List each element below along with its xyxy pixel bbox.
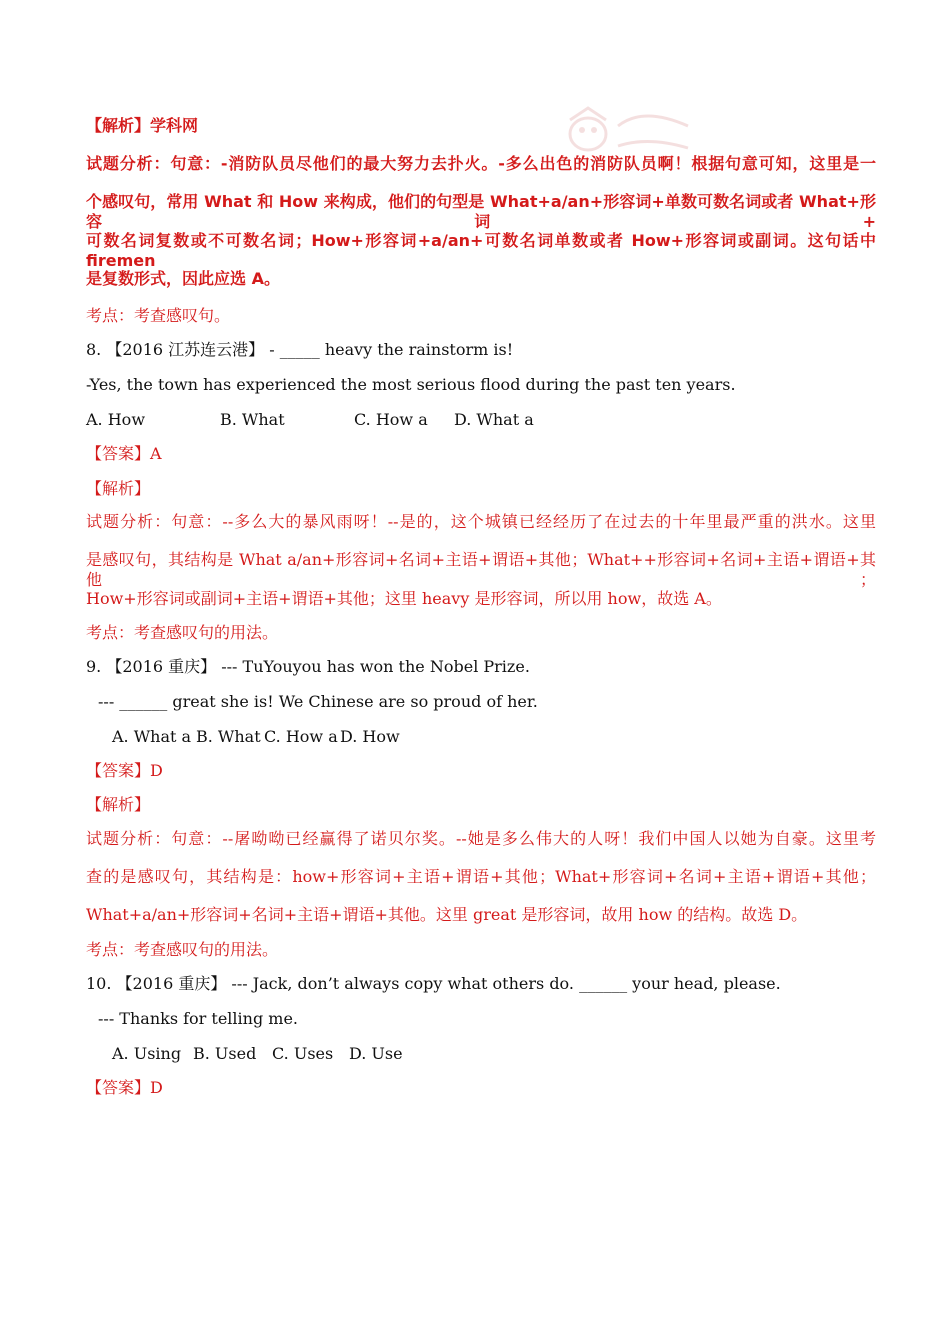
question-9-options (112, 727, 902, 747)
option-a: A. Using (112, 1044, 182, 1063)
option-b: B. Used (193, 1044, 257, 1063)
analysis-line: 可数名词复数或不可数名词；How+形容词+a/an+可数名词单数或者 How+形容词或副词。这句话中 firemen (86, 231, 876, 270)
question-10-reply: --- Thanks for telling me. (98, 1009, 299, 1028)
option-d: D. How (340, 727, 400, 746)
analysis-label: 【解析】学科网 (86, 116, 199, 135)
option-b: B. What (196, 727, 261, 746)
analysis-label: 【解析】 (86, 479, 151, 498)
question-10-options (112, 1044, 902, 1064)
analysis-line: How+形容词或副词+主语+谓语+其他；这里 heavy 是形容词，所以用 how，故选 A。 (86, 589, 722, 608)
kaodian-note: 考点：考查感叹句的用法。 (86, 623, 279, 642)
analysis-line: 是复数形式，因此应选 A。 (86, 269, 280, 288)
option-d: D. Use (349, 1044, 403, 1063)
analysis-label: 【解析】 (86, 795, 151, 814)
option-c: C. How a (354, 410, 428, 429)
analysis-line: 查的是感叹句，其结构是：how+形容词+主语+谓语+其他；What+形容词+名词+主语+谓语+其他； (86, 867, 876, 886)
option-b: B. What (220, 410, 285, 429)
analysis-line: 试题分析：句意：--多么大的暴风雨呀！--是的，这个城镇已经经历了在过去的十年里最严重的洪水。这里 (86, 512, 876, 531)
option-a: A. How (86, 410, 146, 429)
analysis-line: 是感叹句，其结构是 What a/an+形容词+名词+主语+谓语+其他；What++形容词+名词+主语+谓语+其他； (86, 550, 876, 589)
question-8: 8. 【2016 江苏连云港】 - _____ heavy the rainstorm is! (86, 340, 514, 359)
kaodian-note: 考点：考查感叹句。 (86, 306, 231, 325)
answer-label: 【答案】D (86, 761, 163, 780)
kaodian-note: 考点：考查感叹句的用法。 (86, 940, 279, 959)
answer-label: 【答案】A (86, 444, 162, 463)
question-8-options (86, 410, 876, 430)
question-8-reply: -Yes, the town has experienced the most serious flood during the past ten years. (86, 375, 736, 394)
option-d: D. What a (454, 410, 534, 429)
analysis-line: 试题分析：句意：-消防队员尽他们的最大努力去扑火。-多么出色的消防队员啊！根据句意可知，这里是一 (86, 154, 876, 173)
option-c: C. Uses (272, 1044, 334, 1063)
option-a: A. What a (112, 727, 192, 746)
analysis-line: What+a/an+形容词+名词+主语+谓语+其他。这里 great 是形容词，故用 how 的结构。故选 D。 (86, 905, 808, 924)
analysis-line: 试题分析：句意：--屠呦呦已经赢得了诺贝尔奖。--她是多么伟大的人呀！我们中国人以她为自豪。这里考 (86, 829, 876, 848)
question-9-reply: --- ______ great she is! We Chinese are so proud of her. (98, 692, 538, 711)
answer-label: 【答案】D (86, 1078, 163, 1097)
option-c: C. How a (264, 727, 338, 746)
analysis-line: 个感叹句，常用 What 和 How 来构成，他们的句型是 What+a/an+形容词+单数可数名词或者 What+形容词+ (86, 192, 876, 231)
question-10: 10. 【2016 重庆】 --- Jack, don’t always copy what others do. ______ your head, please. (86, 974, 781, 993)
question-9: 9. 【2016 重庆】 --- TuYouyou has won the Nobel Prize. (86, 657, 530, 676)
